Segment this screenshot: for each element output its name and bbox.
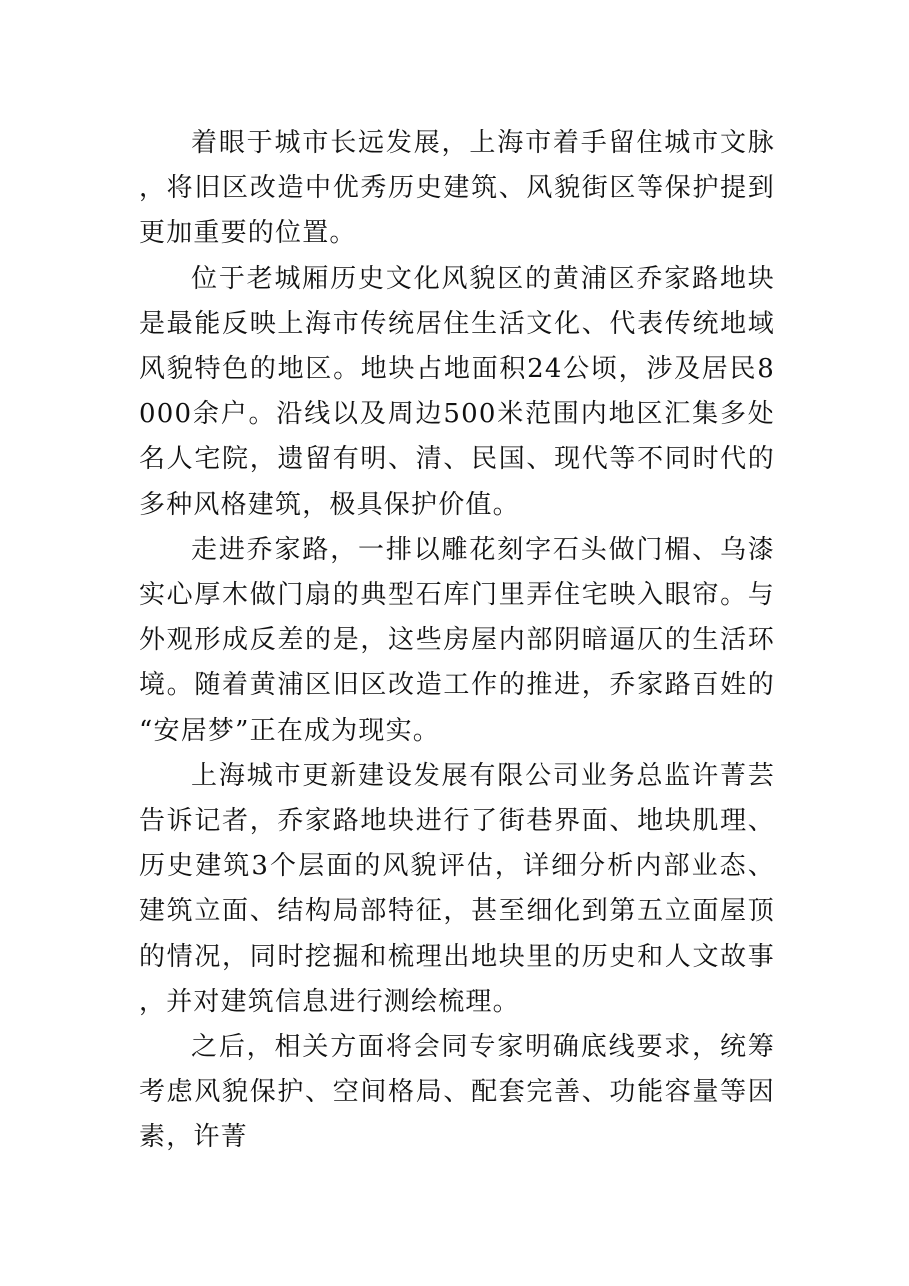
- paragraph-4: 上海城市更新建设发展有限公司业务总监许菁芸告诉记者，乔家路地块进行了街巷界面、地块肌理、历史建筑3个层面的风貌评估，详细分析内部业态、建筑立面、结构局部特征，甚至细化到第五立面屋顶的情况，同时挖掘和梳理出地块里的历史和人文故事，并对建筑信息进行测绘梳理。: [139, 760, 775, 1017]
- paragraph-2: 位于老城厢历史文化风貌区的黄浦区乔家路地块是最能反映上海市传统居住生活文化、代表传统地域风貌特色的地区。地块占地面积24公顷，涉及居民8000余户。沿线以及周边500米范围内地区汇集多处名人宅院，遗留有明、清、民国、现代等不同时代的多种风格建筑，极具保护价值。: [139, 263, 775, 520]
- paragraph-1: 着眼于城市长远发展，上海市着手留住城市文脉，将旧区改造中优秀历史建筑、风貌街区等保护提到更加重要的位置。: [139, 128, 775, 249]
- document-body: [139, 121, 775, 1161]
- paragraph-5: 之后，相关方面将会同专家明确底线要求，统筹考虑风貌保护、空间格局、配套完善、功能容量等因素，许菁: [139, 1032, 775, 1153]
- paragraph-3: 走进乔家路，一排以雕花刻字石头做门楣、乌漆实心厚木做门扇的典型石库门里弄住宅映入眼帘。与外观形成反差的是，这些房屋内部阴暗逼仄的生活环境。随着黄浦区旧区改造工作的推进，乔家路百姓的“安居梦”正在成为现实。: [139, 534, 775, 746]
